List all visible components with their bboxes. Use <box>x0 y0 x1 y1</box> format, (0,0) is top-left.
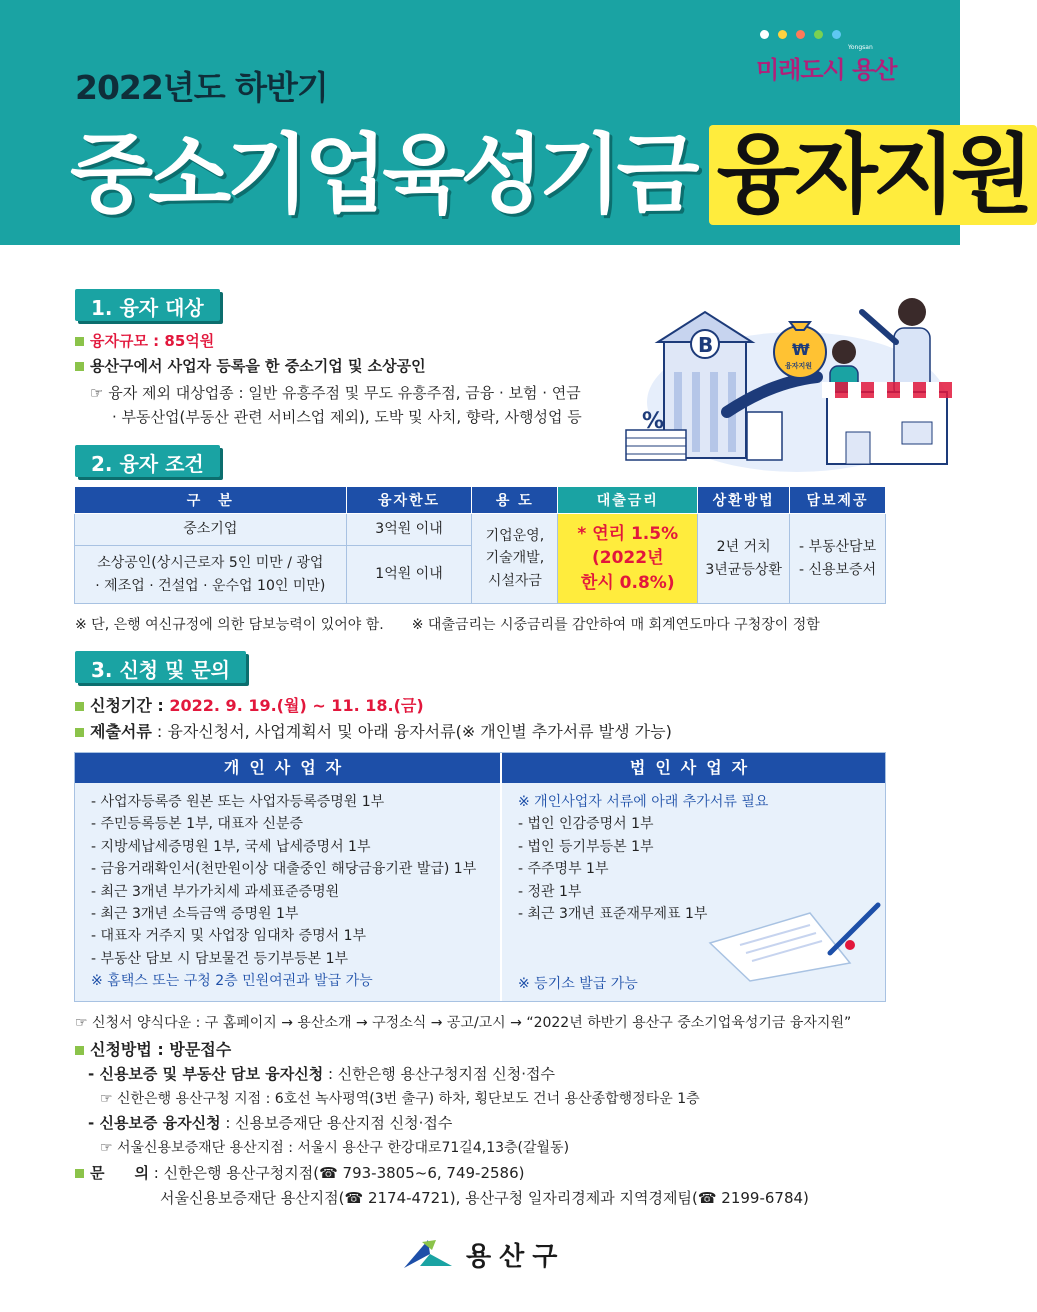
list-item: - 정관 1부 <box>518 883 582 900</box>
svg-text:₩: ₩ <box>792 340 810 359</box>
list-item: - 주주명부 1부 <box>518 861 609 878</box>
documents-box <box>74 752 886 1002</box>
individual-note: ※ 홈택스 또는 구청 2층 민원여권과 발급 가능 <box>91 973 373 990</box>
bullet-icon <box>75 728 84 737</box>
list-item: - 최근 3개년 부가가치세 과세표준증명원 <box>91 883 340 900</box>
repay-cell: 2년 거치 3년균등상환 <box>698 514 790 604</box>
footer-org-name: 용산구 <box>466 1241 566 1272</box>
svg-text:B: B <box>698 333 714 357</box>
th-limit: 융자한도 <box>346 487 472 514</box>
list-item: - 주민등록등본 1부, 대표자 신분증 <box>91 816 304 833</box>
usage-cell: 기업운영, 기술개발, 시설자금 <box>472 514 558 604</box>
logo-dots-icon <box>760 30 841 50</box>
form-download: ☞ 신청서 양식다운 : 구 홈페이지 → 용산소개 → 구정소식 → 공고/고시 → “2022년 하반기 용산구 중소기업육성기금 융자지원” <box>75 1015 852 1031</box>
list-item: - 최근 3개년 소득금액 증명원 1부 <box>91 906 299 923</box>
table-row <box>75 514 886 546</box>
th-usage: 용 도 <box>472 487 558 514</box>
title-main: 중소기업육성기금 <box>70 125 695 225</box>
th-collateral: 담보제공 <box>790 487 886 514</box>
bank-branch-info: ☞ 신한은행 용산구청 지점 : 6호선 녹사평역(3번 출구) 하차, 횡단보도 건너 용산종합행정타운 1층 <box>100 1091 700 1107</box>
bullet-icon <box>75 362 84 371</box>
section2-tag: 2. 융자 조건 <box>75 445 220 477</box>
svg-text:%: % <box>642 409 665 434</box>
bullet-icon <box>75 1169 84 1178</box>
bullet-icon <box>75 1046 84 1055</box>
required-docs: 제출서류 : 융자신청서, 사업계획서 및 아래 융자서류(※ 개인별 추가서류 발생 가능) <box>75 719 672 742</box>
yongsan-emblem-icon <box>400 1236 456 1272</box>
row1-limit: 3억원 이내 <box>346 514 472 546</box>
svg-text:융자지원: 융자지원 <box>785 362 813 370</box>
corporate-header: 법인사업자 <box>502 753 885 783</box>
corporate-note: ※ 등기소 발급 가능 <box>518 976 638 992</box>
row2-limit: 1억원 이내 <box>346 546 472 604</box>
header-year: 2022년도 하반기 <box>75 68 328 107</box>
list-item: - 대표자 거주지 및 사업장 임대차 증명서 1부 <box>91 928 367 945</box>
corporate-note-top: ※ 개인사업자 서류에 아래 추가서류 필요 <box>518 794 769 810</box>
individual-header: 개인사업자 <box>75 753 500 783</box>
logo-subtext: Yongsan <box>848 44 873 51</box>
th-repay: 상환방법 <box>698 487 790 514</box>
exclude-line-2: · 부동산업(부동산 관련 서비스업 제외), 도박 및 사치, 향락, 사행성업 등 <box>112 408 582 426</box>
loan-scale: 융자규모 : 85억원 <box>75 330 214 351</box>
inquiry-line-1: 문 의 : 신한은행 용산구청지점(☎ 793-3805~6, 749-2586) <box>75 1162 524 1183</box>
row1-type: 중소기업 <box>75 514 347 546</box>
bullet-icon <box>75 337 84 346</box>
credit-apply: - 신용보증 융자신청 : 신용보증재단 용산지점 신청·접수 <box>88 1114 453 1132</box>
conditions-note: ※ 단, 은행 여신규정에 의한 담보능력이 있어야 함. ※ 대출금리는 시중금리를 감안하여 매 회계연도마다 구청장이 정함 <box>75 617 820 633</box>
bullet-icon <box>75 702 84 711</box>
foundation-branch-info: ☞ 서울신용보증재단 용산지점 : 서울시 용산구 한강대로71길4,13층(갈월동) <box>100 1140 570 1156</box>
apply-period: 신청기간 : 2022. 9. 19.(월) ~ 11. 18.(금) <box>75 693 424 716</box>
rate-cell: * 연리 1.5% (2022년 한시 0.8%) <box>558 514 698 604</box>
row2-type: 소상공인(상시근로자 5인 미만 / 광업 · 제조업 · 건설업 · 운수업 10인 미만) <box>75 546 347 604</box>
th-category: 구 분 <box>75 487 347 514</box>
inquiry-line-2: 서울신용보증재단 용산지점(☎ 2174-4721), 용산구청 일자리경제과 지역경제팀(☎ 2199-6784) <box>160 1189 809 1207</box>
credit-re-apply: - 신용보증 및 부동산 담보 융자신청 : 신한은행 용산구청지점 신청·접수 <box>88 1065 555 1083</box>
collateral-cell: - 부동산담보 - 신용보증서 <box>790 514 886 604</box>
loan-target: 용산구에서 사업자 등록을 한 중소기업 및 소상공인 <box>75 355 426 376</box>
list-item: - 사업자등록증 원본 또는 사업자등록증명원 1부 <box>91 794 385 810</box>
section3-tag: 3. 신청 및 문의 <box>75 651 246 683</box>
header-title <box>70 105 1037 229</box>
city-logo <box>756 30 906 88</box>
footer-logo <box>400 1234 565 1274</box>
list-item: - 법인 인감증명서 1부 <box>518 816 654 833</box>
list-item: - 금융거래확인서(천만원이상 대출중인 해당금융기관 발급) 1부 <box>91 861 477 878</box>
list-item: - 법인 등기부등본 1부 <box>518 838 654 855</box>
logo-text: 미래도시 용산 <box>756 56 897 84</box>
document-pen-icon <box>700 903 880 983</box>
title-highlight: 융자지원 <box>709 125 1037 225</box>
exclude-line-1: ☞ 융자 제외 대상업종 : 일반 유흥주점 및 무도 유흥주점, 금융 · 보험 · 연금 <box>90 384 581 402</box>
header-banner <box>0 0 1029 245</box>
list-item: - 최근 3개년 표준재무제표 1부 <box>518 906 708 923</box>
bank-loan-illustration <box>622 282 957 477</box>
list-item: - 부동산 담보 시 담보물건 등기부등본 1부 <box>91 950 349 967</box>
list-item: - 지방세납세증명원 1부, 국세 납세증명서 1부 <box>91 838 371 855</box>
loan-conditions-table <box>74 486 886 604</box>
individual-list <box>91 791 476 993</box>
th-rate: 대출금리 <box>558 487 698 514</box>
apply-method: 신청방법 : 방문접수 <box>75 1037 231 1060</box>
section1-tag: 1. 융자 대상 <box>75 289 220 321</box>
